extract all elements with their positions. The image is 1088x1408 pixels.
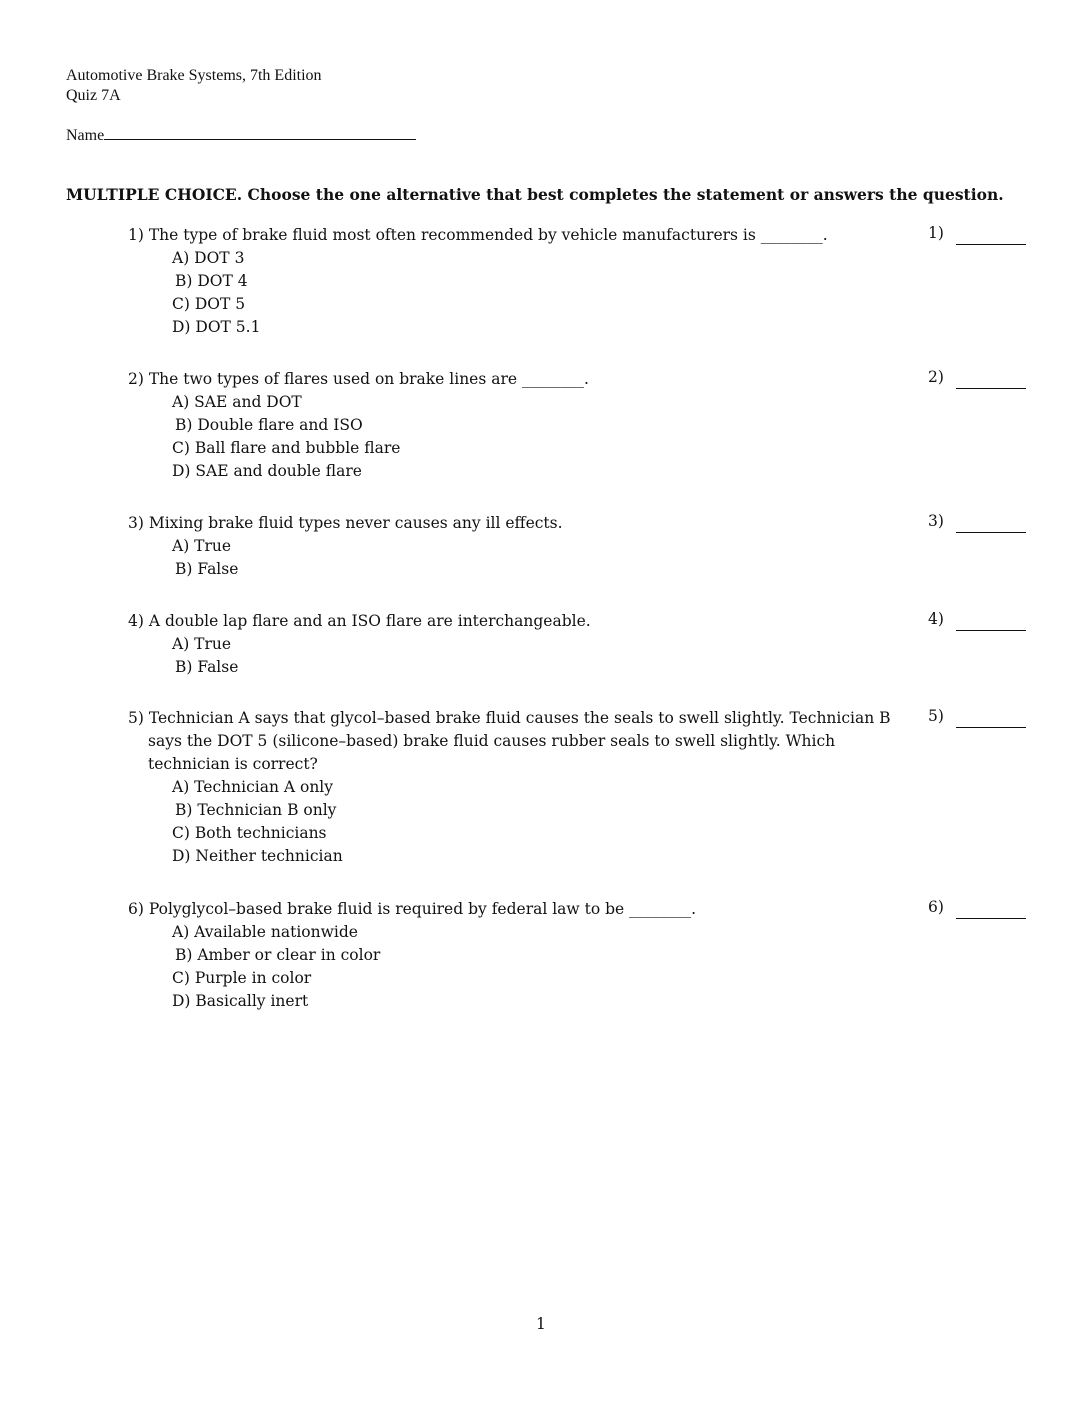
answer-option[interactable]: D) Neither technician — [172, 847, 343, 865]
question-4 — [128, 610, 898, 679]
answer-blank[interactable] — [956, 918, 1026, 919]
answer-option[interactable]: B) Amber or clear in color — [175, 946, 381, 964]
answer-number: 6) — [928, 898, 944, 916]
answer-blank[interactable] — [956, 244, 1026, 245]
answer-option[interactable]: B) Technician B only — [175, 801, 337, 819]
name-field[interactable] — [66, 125, 416, 145]
answer-option[interactable]: A) Available nationwide — [172, 923, 358, 941]
answer-number: 1) — [928, 224, 944, 242]
question-stem: 2) The two types of flares used on brake lines are ________. — [128, 370, 589, 388]
answer-option[interactable]: C) Purple in color — [172, 969, 312, 987]
answer-number: 5) — [928, 707, 944, 725]
answer-option[interactable]: C) Ball flare and bubble flare — [172, 439, 401, 457]
question-5 — [128, 707, 898, 868]
page-number: 1 — [536, 1315, 546, 1333]
question-stem: 1) The type of brake fluid most often recommended by vehicle manufacturers is ________. — [128, 226, 828, 244]
answer-option[interactable]: C) DOT 5 — [172, 295, 246, 313]
answer-option[interactable]: C) Both technicians — [172, 824, 327, 842]
name-blank-line[interactable] — [104, 125, 416, 140]
name-label: Name — [66, 127, 105, 144]
question-stem: 3) Mixing brake fluid types never causes any ill effects. — [128, 514, 563, 532]
answer-blank[interactable] — [956, 388, 1026, 389]
answer-blank[interactable] — [956, 727, 1026, 728]
answer-option[interactable]: B) False — [175, 658, 239, 676]
course-title: Automotive Brake Systems, 7th Edition — [66, 67, 322, 84]
question-stem: 5) Technician A says that glycol–based brake fluid causes the seals to swell slightly. Technician B says the DOT 5 (silicone–based) brake fluid causes rubber seals to swell slightly. Which technician is correct? — [128, 709, 891, 773]
question-stem: 6) Polyglycol–based brake fluid is required by federal law to be ________. — [128, 900, 697, 918]
answer-option[interactable]: A) DOT 3 — [172, 249, 245, 267]
question-1 — [128, 224, 898, 339]
question-3 — [128, 512, 898, 581]
answer-option[interactable]: B) Double flare and ISO — [175, 416, 363, 434]
answer-option[interactable]: D) DOT 5.1 — [172, 318, 261, 336]
answer-blank[interactable] — [956, 532, 1026, 533]
answer-option[interactable]: A) True — [172, 635, 232, 653]
answer-option[interactable]: A) SAE and DOT — [172, 393, 302, 411]
question-stem: 4) A double lap flare and an ISO flare are interchangeable. — [128, 612, 591, 630]
quiz-title: Quiz 7A — [66, 87, 121, 104]
answer-option[interactable]: A) True — [172, 537, 232, 555]
answer-blank[interactable] — [956, 630, 1026, 631]
answer-option[interactable]: B) DOT 4 — [175, 272, 248, 290]
answer-option[interactable]: B) False — [175, 560, 239, 578]
answer-number: 3) — [928, 512, 944, 530]
answer-option[interactable]: D) Basically inert — [172, 992, 309, 1010]
answer-option[interactable]: D) SAE and double flare — [172, 462, 362, 480]
question-6 — [128, 898, 898, 1013]
answer-number: 4) — [928, 610, 944, 628]
answer-option[interactable]: A) Technician A only — [172, 778, 334, 796]
question-2 — [128, 368, 898, 483]
section-heading: MULTIPLE CHOICE. Choose the one alternative that best completes the statement or answers the question. — [66, 185, 1004, 204]
answer-number: 2) — [928, 368, 944, 386]
